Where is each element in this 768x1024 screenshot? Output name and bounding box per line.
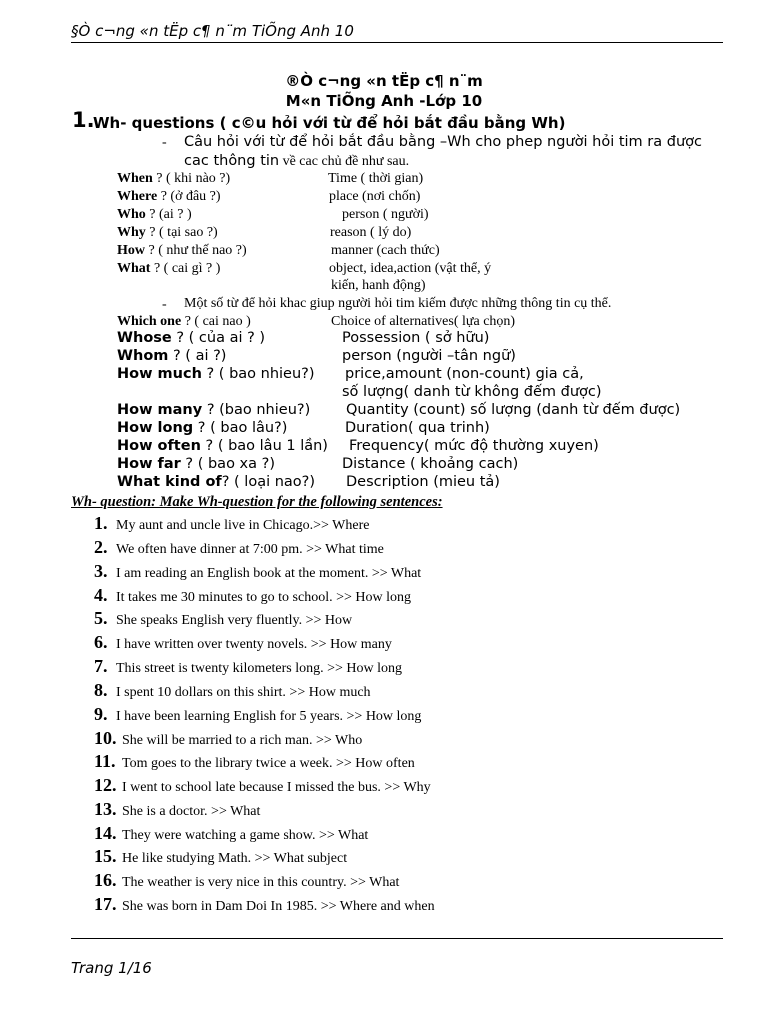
question-word: Why: [117, 225, 146, 240]
item-text: I have been learning English for 5 years. >> How long: [116, 709, 422, 724]
item-number: 13.: [94, 799, 117, 819]
item-text: It takes me 30 minutes to go to school. >> How long: [116, 590, 411, 605]
exercise-item: [94, 894, 435, 915]
question-meaning: place (nơi chốn): [329, 189, 421, 204]
question-meaning: person ( người): [342, 207, 429, 222]
question-translation: ? ( cai gì ? ): [150, 261, 221, 276]
item-number: 6.: [94, 632, 108, 652]
question-translation: ? ( loại nao?): [221, 474, 316, 490]
intro-line-2-part-a: cac thông tin: [184, 153, 280, 169]
question-meaning-continued: số lượng( danh từ không đếm được): [342, 384, 602, 400]
question-meaning: Quantity (count) số lượng (danh từ đếm được): [346, 402, 681, 418]
question-word: How many: [117, 402, 203, 418]
question-word: How often: [117, 438, 201, 454]
document-title-line2: M«n TiÕng Anh -Lớp 10: [285, 92, 483, 110]
question-meaning: Description (mieu tả): [346, 474, 500, 490]
item-text: My aunt and uncle live in Chicago.>> Where: [116, 518, 370, 533]
question-word-row: [117, 366, 602, 400]
question-translation: ? ( tại sao ?): [145, 225, 218, 240]
item-text: She was born in Dam Doi In 1985. >> Where and when: [122, 899, 435, 914]
item-number: 5.: [94, 608, 108, 628]
item-number: 12.: [94, 775, 117, 795]
question-translation: ? (ở đâu ?): [157, 189, 221, 204]
note-text: Một số từ để hỏi khac giup người hỏi tim kiếm được những thông tin cụ thể.: [184, 296, 612, 311]
header-divider: [71, 42, 723, 43]
question-meaning: person (người –tân ngữ): [342, 348, 516, 364]
exercise-item: [94, 561, 421, 582]
intro-line-2: [184, 152, 409, 170]
question-meaning: price,amount (non-count) gia cả,: [345, 366, 584, 382]
question-word: How much: [117, 366, 202, 382]
exercise-item: [94, 823, 368, 844]
question-meaning: Choice of alternatives( lựa chọn): [331, 314, 516, 329]
item-number: 10.: [94, 728, 117, 748]
item-number: 17.: [94, 894, 117, 914]
exercise-item: [94, 585, 411, 606]
item-text: I have written over twenty novels. >> How many: [116, 637, 392, 652]
question-word: What kind of: [117, 474, 222, 490]
question-word: How long: [117, 420, 194, 436]
item-text: I am reading an English book at the moment. >> What: [116, 566, 422, 581]
question-translation: ? ( bao lâu?): [193, 420, 288, 436]
question-word-row: [117, 420, 490, 436]
question-word-row: [117, 207, 429, 223]
question-translation: ? ( bao nhieu?): [201, 366, 315, 382]
question-word-row: [117, 189, 421, 205]
exercise-item: [94, 799, 260, 820]
question-word: Whom: [117, 348, 169, 364]
exercise-item: [94, 704, 421, 725]
item-number: 2.: [94, 537, 108, 557]
question-word-row: [117, 314, 516, 330]
item-number: 1.: [94, 513, 108, 533]
item-number: 9.: [94, 704, 108, 724]
item-text: I spent 10 dollars on this shirt. >> How much: [116, 685, 371, 700]
item-number: 8.: [94, 680, 108, 700]
question-word-row: [117, 474, 500, 490]
question-meaning: Distance ( khoảng cach): [342, 456, 519, 472]
item-number: 15.: [94, 846, 117, 866]
page-header: §Ò c¬ng «n tËp c¶ n¨m TiÕng Anh 10: [71, 22, 354, 40]
exercise-item: [94, 775, 431, 796]
question-translation: ? ( bao xa ?): [180, 456, 275, 472]
question-translation: ? (ai ? ): [145, 207, 192, 222]
exercise-item: [94, 632, 392, 653]
item-text: The weather is very nice in this country. >> What: [122, 875, 400, 890]
question-meaning: Possession ( sở hữu): [342, 330, 490, 346]
intro-line-2-part-b: về cac chủ đề như sau.: [279, 154, 410, 169]
question-meaning: manner (cach thức): [331, 243, 440, 258]
question-word: What: [117, 261, 151, 276]
exercise-item: [94, 846, 347, 867]
section-title: Wh- questions ( c©u hỏi với từ để hỏi bắt đầu bằng Wh): [93, 114, 566, 132]
question-translation: ? ( như thế nao ?): [145, 243, 247, 258]
question-word: Whose: [117, 330, 172, 346]
item-number: 3.: [94, 561, 108, 581]
question-meaning: Time ( thời gian): [328, 171, 424, 186]
question-word-row: [117, 330, 490, 346]
item-number: 11.: [94, 751, 116, 771]
item-text: They were watching a game show. >> What: [122, 828, 369, 843]
item-text: She speaks English very fluently. >> How: [116, 613, 353, 628]
page-number: Trang 1/16: [71, 959, 152, 977]
question-translation: ? ( khi nào ?): [152, 171, 231, 186]
question-word: Where: [117, 189, 158, 204]
exercise-item: [94, 608, 352, 629]
exercise-item: [94, 870, 399, 891]
question-meaning: reason ( lý do): [330, 225, 412, 240]
bullet-dash: -: [162, 135, 167, 150]
item-number: 16.: [94, 870, 117, 890]
question-word-row: [117, 225, 412, 241]
question-word: Which one: [117, 314, 182, 329]
exercise-item: [94, 680, 371, 701]
question-word-row: [117, 402, 681, 418]
item-text: Tom goes to the library twice a week. >> How often: [122, 756, 415, 771]
question-word-row: [117, 243, 440, 259]
question-word-row: [117, 348, 516, 364]
question-translation: ? ( bao lâu 1 lần): [200, 438, 328, 454]
bullet-dash: -: [162, 297, 167, 312]
question-word: Who: [117, 207, 146, 222]
item-text: He like studying Math. >> What subject: [122, 851, 348, 866]
question-translation: ? ( của ai ? ): [171, 330, 266, 346]
item-text: I went to school late because I missed the bus. >> Why: [122, 780, 431, 795]
question-word-row: [117, 438, 599, 454]
question-word-row: [117, 171, 424, 187]
question-word: How: [117, 243, 145, 258]
item-text: We often have dinner at 7:00 pm. >> What time: [116, 542, 384, 557]
item-number: 14.: [94, 823, 117, 843]
question-word-row: [117, 261, 492, 293]
question-translation: ? ( ai ?): [168, 348, 227, 364]
exercise-item: [94, 513, 369, 534]
item-text: She is a doctor. >> What: [122, 804, 261, 819]
section-number: 1.: [72, 108, 95, 132]
exercise-item: [94, 537, 384, 558]
question-meaning-continued: kiến, hanh động): [331, 278, 426, 293]
exercise-item: [94, 656, 402, 677]
footer-divider: [71, 938, 723, 939]
question-translation: ? (bao nhieu?): [202, 402, 311, 418]
question-word: When: [117, 171, 153, 186]
item-number: 7.: [94, 656, 108, 676]
question-meaning: Frequency( mức độ thường xuyen): [349, 438, 599, 454]
exercise-item: [94, 751, 415, 772]
exercise-item: [94, 728, 362, 749]
question-translation: ? ( cai nao ): [181, 314, 251, 329]
item-number: 4.: [94, 585, 108, 605]
exercise-title: Wh- question: Make Wh-question for the following sentences:: [71, 494, 443, 510]
question-meaning: object, idea,action (vật thể, ý: [329, 261, 492, 276]
question-word-row: [117, 456, 519, 472]
intro-line-1: Câu hỏi với từ để hỏi bắt đầu bằng –Wh cho phep người hỏi tim ra được: [184, 134, 702, 150]
document-title-line1: ®Ò c¬ng «n tËp c¶ n¨m: [285, 72, 483, 90]
question-meaning: Duration( qua trinh): [345, 420, 490, 436]
item-text: She will be married to a rich man. >> Who: [122, 733, 363, 748]
question-word: How far: [117, 456, 181, 472]
item-text: This street is twenty kilometers long. >> How long: [116, 661, 403, 676]
